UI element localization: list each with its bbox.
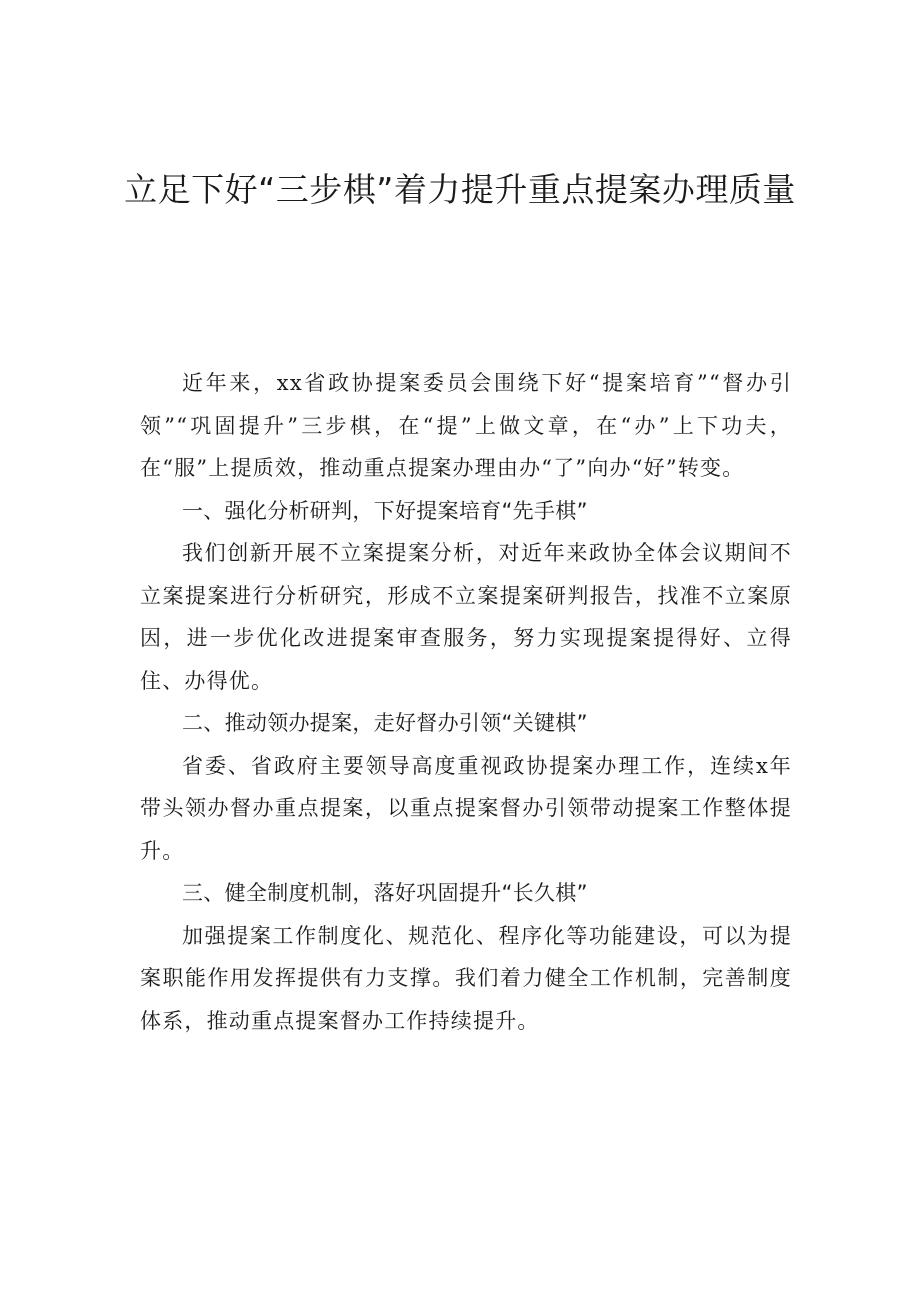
section-2-paragraph: 省委、省政府主要领导高度重视政协提案办理工作，连续x年带头领办督办重点提案，以重点提案督办引领带动提案工作整体提升。	[140, 753, 792, 863]
intro-paragraph: 近年来，xx省政协提案委员会围绕下好“提案培育”“督办引领”“巩固提升”三步棋，在“提”上做文章，在“办”上下功夫，在“服”上提质效，推动重点提案办理由办“了”向办“好”转变。	[140, 371, 792, 480]
document-title: 立足下好“三步棋”着力提升重点提案办理质量	[124, 170, 796, 209]
document-body	[140, 362, 792, 1042]
section-2-heading: 二、推动领办提案，走好督办引领“关键棋”	[182, 711, 588, 735]
section-3-paragraph: 加强提案工作制度化、规范化、程序化等功能建设，可以为提案职能作用发挥提供有力支撑。我们着力健全工作机制，完善制度体系，推动重点提案督办工作持续提升。	[140, 923, 792, 1033]
section-1-paragraph: 我们创新开展不立案提案分析，对近年来政协全体会议期间不立案提案进行分析研究，形成不立案提案研判报告，找准不立案原因，进一步优化改进提案审查服务，努力实现提案提得好、立得住、办得优。	[140, 541, 792, 693]
section-1-heading: 一、强化分析研判，下好提案培育“先手棋”	[182, 498, 588, 523]
section-3-heading: 三、健全制度机制，落好巩固提升“长久棋”	[182, 881, 588, 905]
